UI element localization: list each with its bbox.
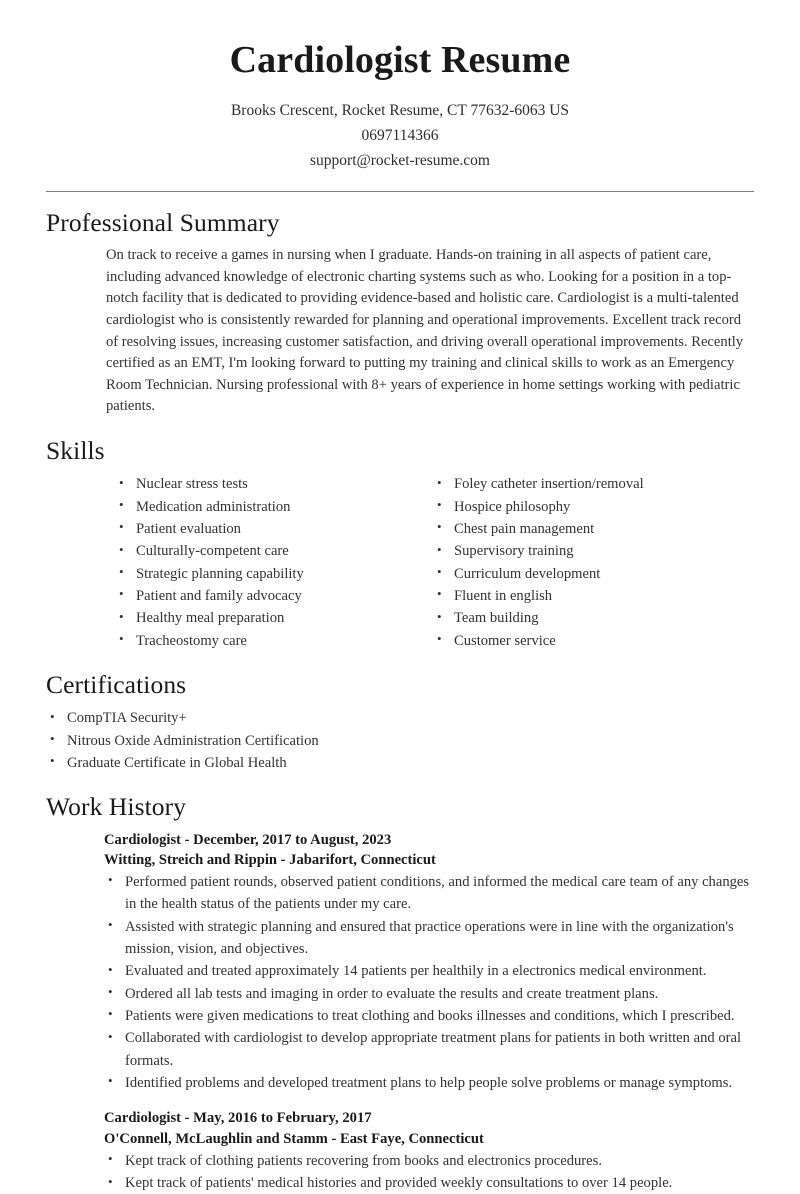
list-item: • Nitrous Oxide Administration Certification	[46, 730, 754, 752]
list-item: • Medication administration	[115, 496, 433, 518]
list-item: • Curriculum development	[433, 563, 751, 585]
job-company-line: Witting, Streich and Rippin - Jabarifort, Connecticut	[104, 852, 436, 869]
list-item: • Patients were given medications to treat clothing and books illnesses and conditions, which I prescribed.	[104, 1005, 754, 1027]
list-item: • Patient evaluation	[115, 518, 433, 540]
list-item: • Culturally-competent care	[115, 540, 433, 562]
list-item: • Evaluated and treated approximately 14 patients per healthily in a electronics medical environment.	[104, 960, 754, 982]
list-item: • Ordered all lab tests and imaging in order to evaluate the results and create treatment plans.	[104, 983, 754, 1005]
skills-grid	[115, 473, 754, 652]
skills-column-left	[115, 473, 433, 652]
list-item: • Fluent in english	[433, 585, 751, 607]
section-heading-summary: Professional Summary	[46, 207, 280, 237]
section-professional-summary	[46, 208, 754, 418]
section-heading-work-history: Work History	[46, 792, 187, 822]
list-item: • Strategic planning capability	[115, 563, 433, 585]
skills-column-right	[433, 473, 751, 652]
section-heading-certifications: Certifications	[46, 669, 187, 699]
list-item: • Foley catheter insertion/removal	[433, 473, 751, 495]
list-item: • CompTIA Security+	[46, 707, 754, 729]
list-item: • Performed patient rounds, observed patient conditions, and informed the medical care team of any changes in the health status of the patients under my care.	[104, 871, 754, 916]
section-skills	[46, 436, 754, 652]
jobs-container	[104, 830, 754, 1194]
list-item: • Hospice philosophy	[433, 496, 751, 518]
contact-block	[46, 98, 754, 173]
job-title-line: Cardiologist - May, 2016 to February, 2017	[104, 1110, 372, 1127]
job-bullets	[104, 1150, 754, 1194]
job-entry	[104, 830, 754, 1095]
list-item: • Assisted with strategic planning and ensured that practice operations were in line with the organization's mission, vision, and objectives.	[104, 916, 754, 961]
list-item: • Customer service	[433, 630, 751, 652]
job-entry	[104, 1108, 754, 1194]
job-bullets	[104, 871, 754, 1094]
page-title: Cardiologist Resume	[229, 39, 571, 81]
list-item: • Chest pain management	[433, 518, 751, 540]
section-certifications	[46, 670, 754, 774]
section-work-history	[46, 792, 754, 1194]
list-item: • Kept track of patients' medical histories and provided weekly consultations to over 14 people.	[104, 1172, 754, 1194]
list-item: • Team building	[433, 607, 751, 629]
contact-email: support@rocket-resume.com	[310, 151, 490, 169]
header-divider	[46, 191, 754, 192]
job-title-line: Cardiologist - December, 2017 to August, 2023	[104, 831, 392, 848]
list-item: • Collaborated with cardiologist to develop appropriate treatment plans for patients in both written and oral formats.	[104, 1027, 754, 1072]
list-item: • Kept track of clothing patients recovering from books and electronics procedures.	[104, 1150, 754, 1172]
list-item: • Healthy meal preparation	[115, 607, 433, 629]
list-item: • Nuclear stress tests	[115, 473, 433, 495]
certifications-list	[46, 707, 754, 774]
job-company-line: O'Connell, McLaughlin and Stamm - East Faye, Connecticut	[104, 1130, 484, 1147]
section-heading-skills: Skills	[46, 435, 105, 465]
list-item: • Patient and family advocacy	[115, 585, 433, 607]
list-item: • Supervisory training	[433, 540, 751, 562]
list-item: • Graduate Certificate in Global Health	[46, 752, 754, 774]
list-item: • Identified problems and developed treatment plans to help people solve problems or manage symptoms.	[104, 1072, 754, 1094]
summary-paragraph: On track to receive a games in nursing when I graduate. Hands-on training in all aspects of patient care, including advanced knowledge of electronic charting systems such as who. Looking for a position in a top-notch facility that is dedicated to providing evidence-based and holistic care. Cardiologist is a multi-talented cardiologist who is consistently rewarded for planning and operational improvements. Excellent track record of resolving issues, increasing customer satisfaction, and driving overall operational improvements. Recently certified as an EMT, I'm looking forward to putting my training and clinical skills to work as an Emergency Room Technician. Nursing professional with 8+ years of experience in home settings working with pediatric patients.	[106, 247, 744, 415]
contact-address: Brooks Crescent, Rocket Resume, CT 77632-6063 US	[230, 101, 570, 119]
list-item: • Tracheostomy care	[115, 630, 433, 652]
contact-phone: 0697114366	[361, 126, 439, 144]
